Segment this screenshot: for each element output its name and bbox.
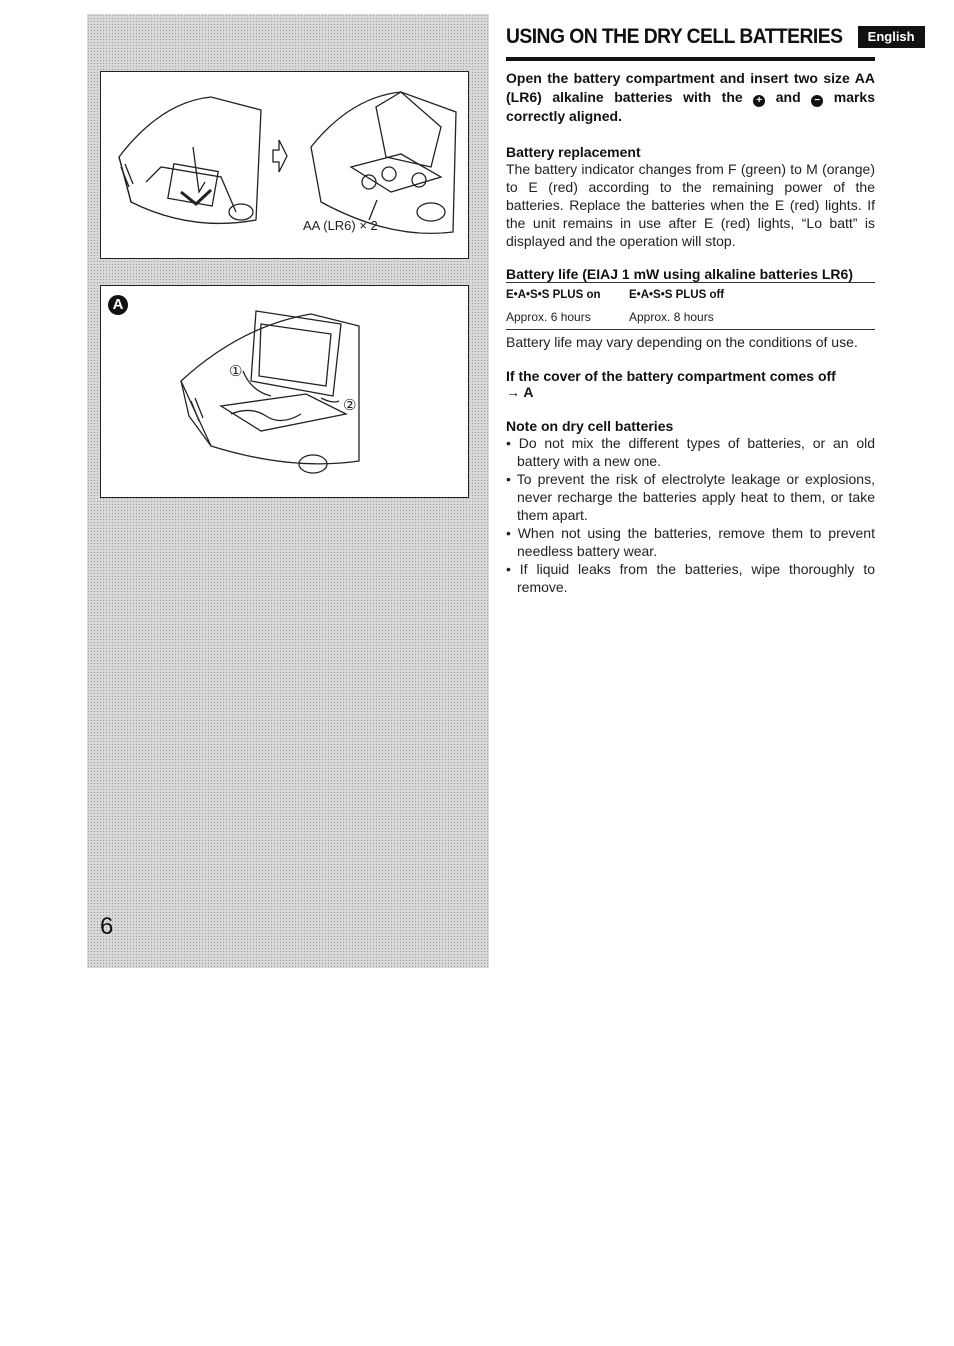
battery-life-table bbox=[506, 285, 875, 330]
cover-reattach-drawing bbox=[101, 286, 468, 497]
title-rule bbox=[506, 57, 875, 61]
page-title: USING ON THE DRY CELL BATTERIES bbox=[506, 25, 843, 48]
title-row bbox=[506, 20, 915, 54]
list-item: • When not using the batteries, remove them to prevent needless battery wear. bbox=[506, 524, 875, 560]
intro-text-3: marks correctly aligned. bbox=[506, 89, 876, 124]
list-item: • To prevent the risk of electrolyte leakage or explosions, never recharge the batteries apply heat to them, or take them apart. bbox=[506, 470, 875, 524]
battery-life-heading: Battery life (EIAJ 1 mW using alkaline batteries LR6) bbox=[506, 266, 853, 282]
plus-icon: + bbox=[753, 95, 765, 107]
battery-insertion-drawing bbox=[101, 72, 468, 258]
step-1-marker: ① bbox=[229, 362, 243, 380]
replacement-body: The battery indicator changes from F (green) to M (orange) to E (red) according to the remaining power of the batteries. Replace the batteries when the E (red) lights. If the unit remains in use after E (red) lights, “Lo batt” is displayed and the operation will stop. bbox=[506, 161, 875, 249]
list-item: • Do not mix the different types of batteries, or an old battery with a new one. bbox=[506, 434, 875, 470]
cover-heading-text: If the cover of the battery compartment comes off bbox=[506, 368, 836, 384]
battery-life-value-off: Approx. 8 hours bbox=[629, 305, 875, 330]
notes-list bbox=[506, 434, 875, 596]
step-2-marker: ② bbox=[343, 396, 357, 414]
battery-insertion-figure bbox=[100, 71, 469, 259]
battery-life-rule bbox=[506, 282, 875, 283]
minus-icon: − bbox=[811, 95, 823, 107]
intro-text-2: and bbox=[775, 89, 801, 105]
figure-a-badge: A bbox=[108, 295, 128, 315]
language-badge: English bbox=[858, 26, 925, 48]
battery-life-note: Battery life may vary depending on the conditions of use. bbox=[506, 334, 858, 350]
list-item: • If liquid leaks from the batteries, wipe thoroughly to remove. bbox=[506, 560, 875, 596]
notes-heading: Note on dry cell batteries bbox=[506, 418, 674, 434]
intro-text-1: Open the battery compartment and insert two size AA (LR6) alkaline batteries with the bbox=[506, 70, 875, 105]
battery-life-col-on: E•A•S•S PLUS on bbox=[506, 289, 601, 301]
battery-size-label: AA (LR6) × 2 bbox=[303, 218, 378, 233]
battery-life-col-off: E•A•S•S PLUS off bbox=[629, 289, 725, 301]
cover-reference: → A bbox=[506, 384, 534, 400]
cover-heading bbox=[506, 368, 875, 400]
intro-instruction bbox=[506, 69, 875, 126]
text-column bbox=[506, 20, 915, 596]
battery-life-value-on: Approx. 6 hours bbox=[506, 305, 629, 330]
compartment-cover-figure bbox=[100, 285, 469, 498]
page-number: 6 bbox=[100, 913, 114, 940]
replacement-heading: Battery replacement bbox=[506, 144, 641, 160]
